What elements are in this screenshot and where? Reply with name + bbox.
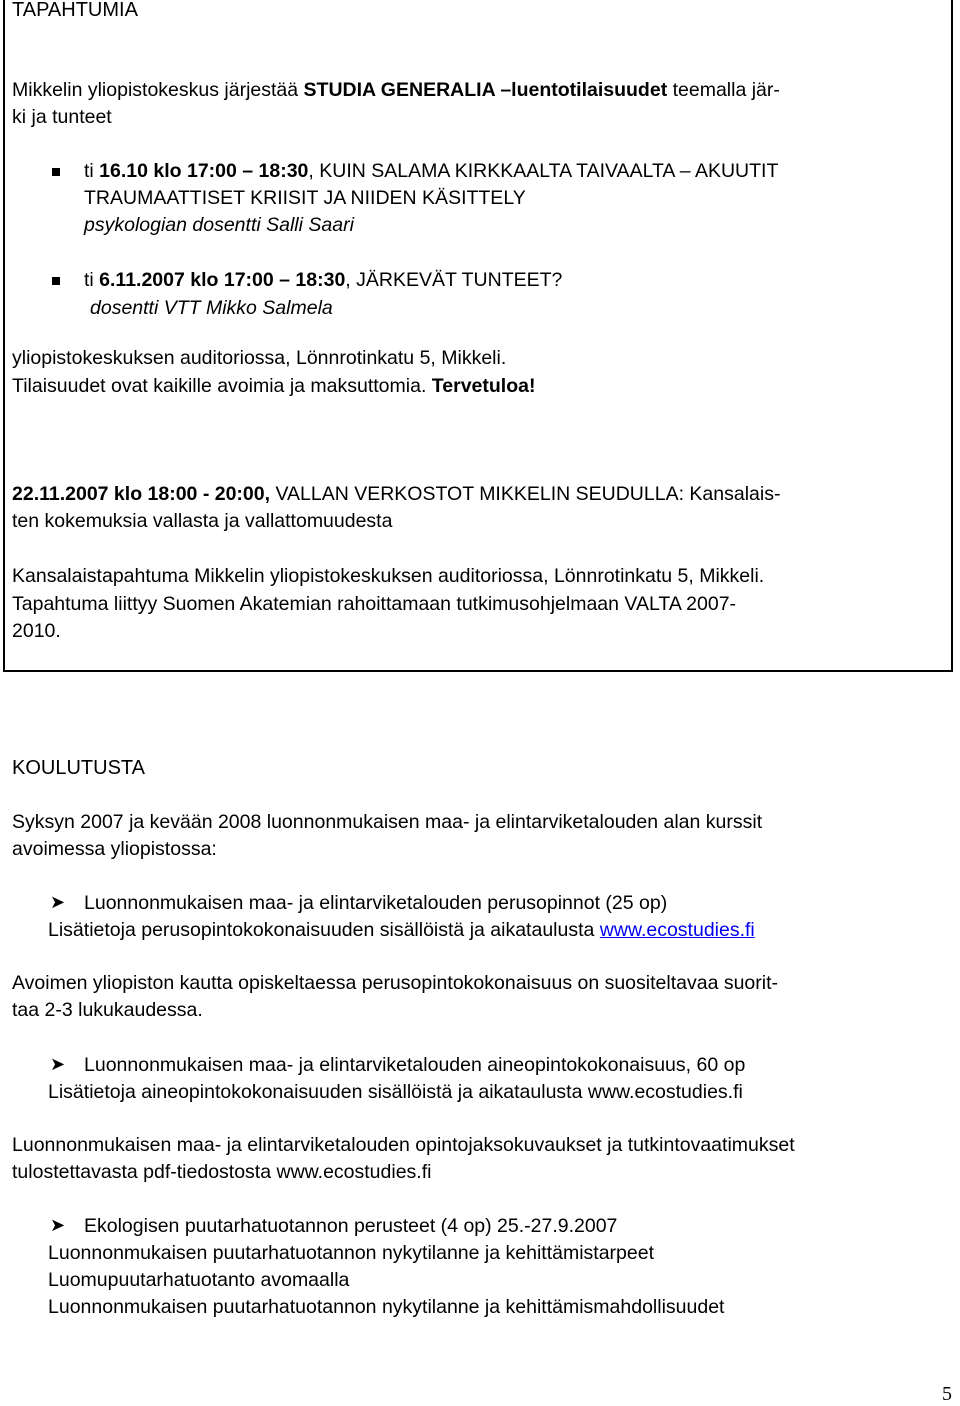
venue-text: yliopistokeskuksen auditoriossa, Lönnrotinkatu 5, Mikkeli.	[12, 347, 507, 369]
event-2-title: 22.11.2007 klo 18:00 - 20:00, VALLAN VERKOSTOT MIKKELIN SEUDULLA: Kansalais-	[12, 483, 781, 505]
training-heading: KOULUTUSTA	[12, 757, 145, 779]
intro-line-1: Mikkelin yliopistokeskus järjestää STUDIA GENERALIA –luentotilaisuudet teemalla jär-	[12, 79, 780, 101]
event-2-title-2: ten kokemuksia vallasta ja vallattomuudesta	[12, 510, 393, 532]
course-2-info: Lisätietoja aineopintokokonaisuuden sisällöistä ja aikataulusta www.ecostudies.fi	[48, 1081, 743, 1103]
square-bullet-icon	[52, 168, 60, 176]
course-1-info: Lisätietoja perusopintokokonaisuuden sisällöistä ja aikataulusta www.ecostudies.fi	[48, 919, 755, 941]
training-intro-1: Syksyn 2007 ja kevään 2008 luonnonmukaisen maa- ja elintarviketalouden alan kurssit	[12, 811, 763, 833]
note-3: Luonnonmukaisen maa- ja elintarviketalouden opintojaksokuvaukset ja tutkintovaatimukset	[12, 1134, 795, 1156]
course-2-title: Luonnonmukaisen maa- ja elintarviketalouden aineopintokokonaisuus, 60 op	[84, 1054, 746, 1076]
arrow-bullet-icon: ➤	[50, 1215, 66, 1235]
page-number: 5	[942, 1383, 952, 1405]
training-intro-2: avoimessa yliopistossa:	[12, 838, 217, 860]
free-admission-text: Tilaisuudet ovat kaikille avoimia ja maksuttomia. Tervetuloa!	[12, 375, 536, 397]
ecostudies-link[interactable]: www.ecostudies.fi	[599, 919, 755, 941]
course-3-line-4: Luonnonmukaisen puutarhatuotannon nykytilanne ja kehittämismahdollisuudet	[48, 1296, 725, 1318]
square-bullet-icon	[52, 277, 60, 285]
event-2-description-3: 2010.	[12, 620, 61, 642]
course-1-title: Luonnonmukaisen maa- ja elintarviketalouden perusopinnot (25 op)	[84, 892, 668, 914]
note-1: Avoimen yliopiston kautta opiskeltaessa perusopintokokonaisuus on suositeltavaa suorit-	[12, 972, 779, 994]
course-3-line-3: Luomupuutarhatuotanto avomaalla	[48, 1269, 350, 1291]
event-2-description: Kansalaistapahtuma Mikkelin yliopistokeskuksen auditoriossa, Lönnrotinkatu 5, Mikkeli.	[12, 565, 765, 587]
intro-line-2: ki ja tunteet	[12, 106, 112, 128]
events-heading: TAPAHTUMIA	[12, 0, 138, 21]
course-3-line-2: Luonnonmukaisen puutarhatuotannon nykytilanne ja kehittämistarpeet	[48, 1242, 654, 1264]
event-item-1-title: ti 16.10 klo 17:00 – 18:30, KUIN SALAMA KIRKKAALTA TAIVAALTA – AKUUTIT	[84, 160, 779, 182]
event-item-1-title-2: TRAUMAATTISET KRIISIT JA NIIDEN KÄSITTELY	[84, 187, 526, 209]
note-2: taa 2-3 lukukaudessa.	[12, 999, 203, 1021]
event-item-2-speaker: dosentti VTT Mikko Salmela	[90, 297, 333, 319]
arrow-bullet-icon: ➤	[50, 1054, 66, 1074]
event-item-2-title: ti 6.11.2007 klo 17:00 – 18:30, JÄRKEVÄT TUNTEET?	[84, 269, 563, 291]
course-3-title: Ekologisen puutarhatuotannon perusteet (4 op) 25.-27.9.2007	[84, 1215, 618, 1237]
arrow-bullet-icon: ➤	[50, 892, 66, 912]
event-item-1-speaker: psykologian dosentti Salli Saari	[84, 214, 354, 236]
note-4: tulostettavasta pdf-tiedostosta www.ecostudies.fi	[12, 1161, 432, 1183]
event-2-description-2: Tapahtuma liittyy Suomen Akatemian rahoittamaan tutkimusohjelmaan VALTA 2007-	[12, 593, 737, 615]
